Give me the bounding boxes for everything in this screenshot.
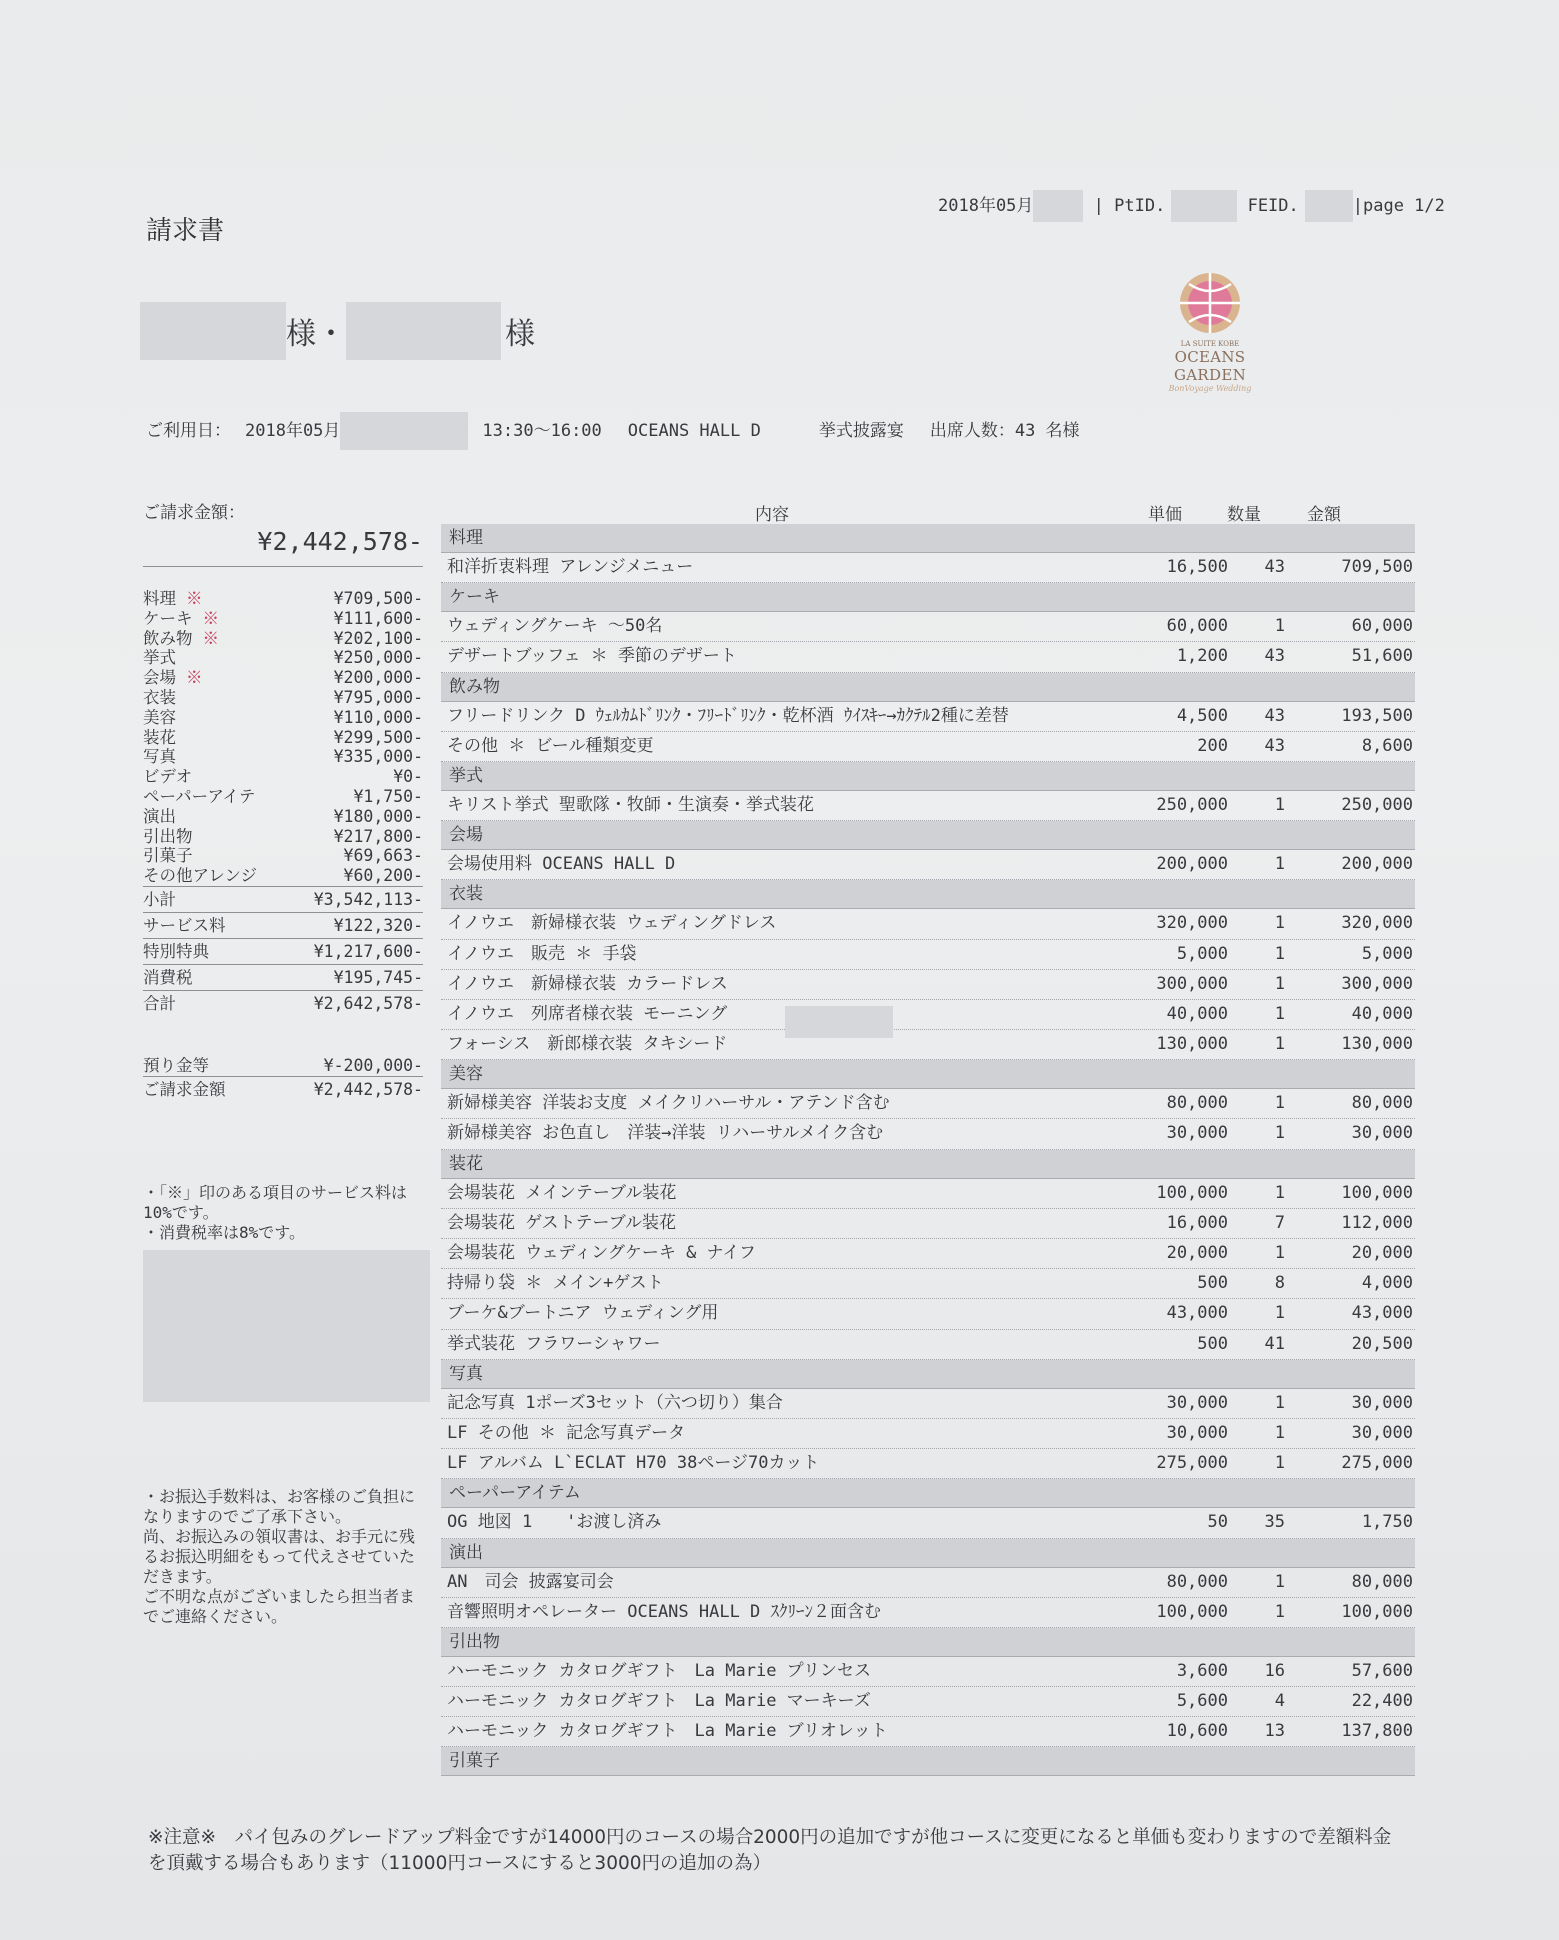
- table-body: [441, 524, 1415, 1776]
- table-row: [441, 732, 1415, 762]
- redacted-usage-day: [340, 412, 468, 450]
- total-label: 合計: [143, 993, 176, 1013]
- row-amount: 20,500: [1351, 1333, 1413, 1354]
- summary-row: [143, 629, 423, 649]
- summary-label: 美容: [143, 707, 176, 727]
- row-quantity: 43: [1264, 557, 1285, 577]
- row-unit-price: 16,000: [1166, 1212, 1228, 1233]
- row-unit-price: 275,000: [1156, 1453, 1228, 1474]
- row-quantity: 1: [1274, 973, 1285, 994]
- summary-value: ¥69,663-: [343, 846, 423, 866]
- row-unit-price: 130,000: [1156, 1034, 1228, 1055]
- row-description: 挙式装花 フラワーシャワー: [447, 1333, 661, 1354]
- row-description: LF アルバム L`ECLAT H70 38ページ70カット: [447, 1453, 820, 1474]
- summary-value: ¥111,600-: [333, 608, 423, 628]
- row-unit-price: 320,000: [1156, 913, 1228, 934]
- summary-value: ¥180,000-: [333, 806, 423, 826]
- table-row: [441, 1030, 1415, 1060]
- summary-row: [143, 827, 423, 847]
- row-amount: 8,600: [1361, 735, 1413, 756]
- row-description: デザートブッフェ ＊ 季節のデザート: [447, 646, 737, 667]
- row-amount: 80,000: [1351, 1571, 1413, 1592]
- summary-label: 衣装: [143, 687, 176, 707]
- summary-row: [143, 708, 423, 728]
- table-row: [441, 1330, 1415, 1360]
- row-amount: 112,000: [1341, 1212, 1413, 1233]
- deposit-value: ¥-200,000-: [323, 1055, 423, 1075]
- row-unit-price: 80,000: [1166, 1093, 1228, 1114]
- total-value: ¥1,217,600-: [313, 941, 423, 961]
- row-unit-price: 16,500: [1166, 557, 1228, 577]
- row-description: ハーモニック カタログギフト La Marie プリンセス: [447, 1660, 871, 1681]
- transfer-notes: ・お振込手数料は、お客様のご負担になりますのでご了承下さい。 尚、お振込みの領収書は、お手元に残るお振込明細をもって代えさせていただきます。 ご不明な点がございましたら担当者までご連絡ください。: [143, 1486, 416, 1626]
- summary-label: 写真: [143, 747, 176, 767]
- section-header: 引菓子: [441, 1747, 1415, 1776]
- row-unit-price: 30,000: [1166, 1392, 1228, 1413]
- row-quantity: 41: [1264, 1333, 1285, 1354]
- row-description: フォーシス 新郎様衣装 タキシード: [447, 1034, 728, 1055]
- section-header: 写真: [441, 1360, 1415, 1389]
- row-description: ウェディングケーキ 〜50名: [447, 616, 663, 637]
- summary-value: ¥709,500-: [333, 589, 423, 608]
- row-quantity: 1: [1274, 1093, 1285, 1114]
- row-unit-price: 200,000: [1156, 854, 1228, 875]
- service-mark: ※: [185, 589, 203, 608]
- total-row: [143, 938, 423, 964]
- summary-row: [143, 747, 423, 767]
- summary-label: 装花: [143, 727, 176, 747]
- section-header: 挙式: [441, 762, 1415, 791]
- table-row: [441, 1449, 1415, 1479]
- summary-label: その他アレンジ: [143, 866, 258, 886]
- row-unit-price: 500: [1197, 1333, 1228, 1354]
- redacted-block: [143, 1250, 430, 1402]
- row-description: イノウエ 販売 ＊ 手袋: [447, 943, 637, 964]
- row-quantity: 16: [1264, 1660, 1285, 1681]
- total-label: 特別特典: [143, 941, 209, 961]
- summary-label: 引出物: [143, 826, 193, 846]
- total-label: 小計: [143, 889, 176, 909]
- row-unit-price: 60,000: [1166, 616, 1228, 637]
- row-quantity: 1: [1274, 1453, 1285, 1474]
- summary-value: ¥217,800-: [333, 826, 423, 846]
- row-unit-price: 250,000: [1156, 794, 1228, 815]
- row-amount: 20,000: [1351, 1243, 1413, 1263]
- header-qty: 数量: [1227, 505, 1261, 525]
- redacted-row-detail: [785, 1006, 893, 1038]
- summary-value: ¥335,000-: [333, 747, 423, 767]
- table-row: [441, 1179, 1415, 1209]
- note-tax-rate: ・消費税率は8%です。: [143, 1222, 305, 1242]
- summary-value: ¥250,000-: [333, 648, 423, 668]
- row-amount: 60,000: [1351, 616, 1413, 637]
- summary-totals: [143, 886, 423, 1016]
- table-row: [441, 1299, 1415, 1329]
- section-header: 会場: [441, 821, 1415, 850]
- row-unit-price: 5,000: [1176, 943, 1228, 964]
- table-row: [441, 791, 1415, 821]
- row-unit-price: 40,000: [1166, 1003, 1228, 1024]
- summary-label: ケーキ: [143, 608, 193, 628]
- honorific-2: 様: [505, 317, 535, 352]
- billing-row: [143, 1076, 423, 1103]
- summary-row: [143, 787, 423, 807]
- redacted-name-1: [140, 302, 286, 360]
- row-description: 会場装花 ゲストテーブル装花: [447, 1212, 677, 1233]
- row-unit-price: 30,000: [1166, 1123, 1228, 1144]
- document-title: 請求書: [146, 216, 225, 246]
- table-row: [441, 1568, 1415, 1598]
- recipient-names: [140, 302, 535, 360]
- row-description: OG 地図 1 'お渡し済み: [447, 1512, 662, 1533]
- row-quantity: 1: [1274, 854, 1285, 875]
- row-unit-price: 50: [1207, 1512, 1228, 1533]
- service-notes: [143, 1183, 423, 1243]
- row-quantity: 43: [1264, 705, 1285, 726]
- header-content: 内容: [755, 505, 789, 525]
- row-quantity: 1: [1274, 1034, 1285, 1055]
- row-unit-price: 100,000: [1156, 1182, 1228, 1203]
- table-row: [441, 1119, 1415, 1149]
- row-quantity: 13: [1264, 1721, 1285, 1742]
- table-row: [441, 1598, 1415, 1628]
- usage-guests: 出席人数：43 名様: [929, 421, 1080, 441]
- row-description: 和洋折衷料理 アレンジメニュー: [447, 557, 694, 577]
- header-ptid-label: | PtID.: [1093, 196, 1166, 216]
- table-row: [441, 1508, 1415, 1538]
- row-description: 会場使用料 OCEANS HALL D: [447, 854, 676, 875]
- summary-label: 会場: [143, 668, 176, 688]
- row-amount: 57,600: [1351, 1660, 1413, 1681]
- row-description: 記念写真 1ポーズ3セット（六つ切り）集合: [447, 1392, 783, 1413]
- redacted-name-2: [346, 302, 501, 360]
- note-service-charge: ・「※」印のある項目のサービス料は10%です。: [143, 1182, 408, 1222]
- summary-row: [143, 668, 423, 688]
- summary-value: ¥202,100-: [333, 628, 423, 648]
- total-label: 消費税: [143, 967, 193, 987]
- summary-row: [143, 866, 423, 886]
- table-row: [441, 1089, 1415, 1119]
- row-amount: 4,000: [1361, 1273, 1413, 1294]
- row-amount: 30,000: [1351, 1422, 1413, 1443]
- row-unit-price: 1,200: [1176, 646, 1228, 667]
- table-row: [441, 1419, 1415, 1449]
- row-quantity: 1: [1274, 1392, 1285, 1413]
- row-quantity: 1: [1274, 1571, 1285, 1592]
- row-quantity: 43: [1264, 646, 1285, 667]
- summary-items: [143, 589, 423, 886]
- row-unit-price: 30,000: [1166, 1422, 1228, 1443]
- row-quantity: 1: [1274, 1182, 1285, 1203]
- usage-line: [146, 412, 1106, 450]
- summary-label: 料理: [143, 589, 176, 608]
- row-amount: 320,000: [1341, 913, 1413, 934]
- logo-brand: OCEANS GARDEN: [1173, 348, 1246, 384]
- logo-small-text: LA SUITE KOBE: [1180, 340, 1240, 348]
- header-amount: 金額: [1307, 505, 1341, 525]
- row-description: イノウエ 新婦様衣装 ウェディングドレス: [447, 913, 777, 934]
- row-unit-price: 10,600: [1166, 1721, 1228, 1742]
- row-description: 持帰り袋 ＊ メイン+ゲスト: [447, 1273, 664, 1294]
- total-value: ¥3,542,113-: [313, 889, 423, 909]
- summary-label: 挙式: [143, 648, 176, 668]
- row-amount: 300,000: [1341, 973, 1413, 994]
- billing-value: ¥2,442,578-: [313, 1079, 423, 1099]
- row-amount: 51,600: [1351, 646, 1413, 667]
- service-mark: ※: [202, 628, 219, 648]
- section-header: 装花: [441, 1150, 1415, 1179]
- row-description: その他 ＊ ビール種類変更: [447, 735, 654, 756]
- amount-label: ご請求金額：: [143, 503, 245, 523]
- summary-label: ペーパーアイテ: [143, 786, 256, 806]
- summary-value: ¥0-: [393, 767, 423, 787]
- summary-row: [143, 688, 423, 708]
- amount-total: ¥2,442,578-: [143, 527, 423, 567]
- summary-value: ¥110,000-: [333, 707, 423, 727]
- total-row: [143, 887, 423, 912]
- row-unit-price: 500: [1197, 1273, 1228, 1294]
- usage-hall: OCEANS HALL D: [627, 421, 761, 441]
- row-quantity: 1: [1274, 1601, 1285, 1622]
- row-amount: 100,000: [1341, 1182, 1413, 1203]
- section-header: 飲み物: [441, 673, 1415, 702]
- usage-label: ご利用日：: [146, 421, 231, 441]
- section-header: 料理: [441, 524, 1415, 553]
- table-row: [441, 553, 1415, 583]
- row-amount: 40,000: [1351, 1003, 1413, 1024]
- row-description: ハーモニック カタログギフト La Marie マーキーズ: [447, 1691, 871, 1712]
- row-quantity: 1: [1274, 943, 1285, 964]
- deposit-label: 預り金等: [143, 1055, 209, 1075]
- summary-row: [143, 609, 423, 629]
- summary-value: ¥60,200-: [343, 866, 423, 886]
- usage-type: 挙式披露宴: [818, 421, 904, 441]
- summary-row: [143, 846, 423, 866]
- summary-row: [143, 807, 423, 827]
- header-unit: 単価: [1148, 505, 1182, 525]
- row-amount: 30,000: [1351, 1392, 1413, 1413]
- billing-label: ご請求金額: [143, 1079, 226, 1099]
- service-mark: ※: [185, 668, 203, 688]
- summary-value: ¥795,000-: [333, 687, 423, 707]
- row-quantity: 1: [1274, 1123, 1285, 1144]
- footnote: ※注意※ パイ包みのグレードアップ料金ですが14000円のコースの場合2000円の追加ですが他コースに変更になると単価も変わりますので差額料金を頂戴する場合もあります（11000円コースにすると3000円の追加の為）: [148, 1827, 1392, 1874]
- deposit-row: [143, 1056, 423, 1076]
- table-row: [441, 1687, 1415, 1717]
- table-row: [441, 1657, 1415, 1687]
- row-unit-price: 200: [1197, 735, 1228, 756]
- row-description: AN 司会 披露宴司会: [447, 1571, 614, 1592]
- summary-row: [143, 767, 423, 787]
- row-unit-price: 43,000: [1166, 1303, 1228, 1324]
- row-description: 会場装花 メインテーブル装花: [447, 1182, 677, 1203]
- row-amount: 709,500: [1341, 557, 1413, 577]
- redacted-day: [1033, 190, 1083, 222]
- row-description: 新婦様美容 お色直し 洋装→洋装 リハーサルメイク含む: [447, 1123, 884, 1144]
- row-unit-price: 80,000: [1166, 1571, 1228, 1592]
- section-header: ケーキ: [441, 583, 1415, 612]
- redacted-feid: [1305, 190, 1353, 222]
- service-mark: ※: [202, 608, 219, 628]
- row-unit-price: 5,600: [1176, 1691, 1228, 1712]
- row-unit-price: 4,500: [1176, 705, 1228, 726]
- row-quantity: 1: [1274, 794, 1285, 815]
- table-row: [441, 970, 1415, 1000]
- table-row: [441, 1000, 1415, 1030]
- table-row: [441, 1389, 1415, 1419]
- row-quantity: 1: [1274, 1422, 1285, 1443]
- summary-label: 飲み物: [143, 628, 193, 648]
- row-amount: 130,000: [1341, 1034, 1413, 1055]
- total-label: サービス料: [143, 915, 226, 935]
- table-row: [441, 909, 1415, 939]
- globe-logo-icon: [1177, 270, 1243, 336]
- table-row: [441, 702, 1415, 732]
- row-description: ハーモニック カタログギフト La Marie ブリオレット: [447, 1721, 888, 1742]
- table-row: [441, 612, 1415, 642]
- row-unit-price: 300,000: [1156, 973, 1228, 994]
- header-feid-label: FEID.: [1247, 196, 1299, 216]
- table-row: [441, 850, 1415, 880]
- row-amount: 80,000: [1351, 1093, 1413, 1114]
- table-row: [441, 1717, 1415, 1747]
- row-amount: 137,800: [1341, 1721, 1413, 1742]
- row-amount: 200,000: [1341, 854, 1413, 875]
- total-row: [143, 990, 423, 1016]
- summary-row: [143, 648, 423, 668]
- redacted-ptid: [1171, 190, 1237, 222]
- row-quantity: 35: [1264, 1512, 1285, 1533]
- row-unit-price: 100,000: [1156, 1601, 1228, 1622]
- row-description: キリスト挙式 聖歌隊・牧師・生演奏・挙式装花: [447, 794, 814, 815]
- summary-value: ¥299,500-: [333, 727, 423, 747]
- header-date: 2018年05月: [938, 196, 1034, 216]
- summary-value: ¥1,750-: [353, 786, 423, 806]
- summary-column: [143, 498, 423, 1627]
- row-description: 会場装花 ウェディングケーキ & ナイフ: [447, 1243, 756, 1263]
- document-header-meta: [938, 190, 1445, 222]
- row-quantity: 1: [1274, 616, 1285, 637]
- row-description: ブーケ&ブートニア ウェディング用: [447, 1303, 719, 1324]
- row-unit-price: 3,600: [1176, 1660, 1228, 1681]
- table-row: [441, 1239, 1415, 1269]
- row-quantity: 1: [1274, 1003, 1285, 1024]
- summary-value: ¥200,000-: [333, 668, 423, 688]
- summary-label: ビデオ: [143, 767, 193, 787]
- row-quantity: 1: [1274, 913, 1285, 934]
- table-row: [441, 940, 1415, 970]
- usage-time: 13:30〜16:00: [482, 421, 602, 441]
- row-description: フリードリンク D ｳｪﾙｶﾑﾄﾞﾘﾝｸ・ﾌﾘｰﾄﾞﾘﾝｸ・乾杯酒 ｳｲｽｷｰ→ｶｸﾃﾙ2種に差替: [447, 705, 1009, 726]
- summary-row: [143, 589, 423, 609]
- row-quantity: 43: [1264, 735, 1285, 756]
- summary-label: 演出: [143, 806, 176, 826]
- row-quantity: 1: [1274, 1243, 1285, 1263]
- table-row: [441, 642, 1415, 672]
- honorific-1: 様・: [286, 317, 346, 352]
- row-amount: 30,000: [1351, 1123, 1413, 1144]
- section-header: 美容: [441, 1060, 1415, 1089]
- row-quantity: 1: [1274, 1303, 1285, 1324]
- table-row: [441, 1209, 1415, 1239]
- row-amount: 22,400: [1351, 1691, 1413, 1712]
- summary-row: [143, 728, 423, 748]
- row-description: イノウエ 列席者様衣装 モーニング: [447, 1003, 728, 1024]
- table-row: [441, 1269, 1415, 1299]
- total-value: ¥2,642,578-: [313, 993, 423, 1013]
- row-amount: 275,000: [1341, 1453, 1413, 1474]
- usage-date: 2018年05月: [245, 421, 341, 441]
- total-row: [143, 912, 423, 938]
- row-quantity: 7: [1274, 1212, 1285, 1233]
- row-description: 音響照明オペレーター OCEANS HALL D ｽｸﾘｰﾝ２面含む: [447, 1601, 882, 1622]
- row-unit-price: 20,000: [1166, 1243, 1228, 1263]
- summary-label: 引菓子: [143, 846, 193, 866]
- row-amount: 1,750: [1361, 1512, 1413, 1533]
- section-header: ペーパーアイテム: [441, 1479, 1415, 1508]
- section-header: 衣装: [441, 880, 1415, 909]
- section-header: 引出物: [441, 1628, 1415, 1657]
- row-amount: 43,000: [1351, 1303, 1413, 1324]
- row-description: 新婦様美容 洋装お支度 メイクリハーサル・アテンド含む: [447, 1093, 890, 1114]
- row-quantity: 8: [1274, 1273, 1285, 1294]
- row-amount: 193,500: [1341, 705, 1413, 726]
- invoice-table: [441, 496, 1415, 1776]
- row-description: イノウエ 新婦様衣装 カラードレス: [447, 973, 728, 994]
- header-page: |page 1/2: [1352, 196, 1445, 216]
- row-amount: 5,000: [1361, 943, 1413, 964]
- section-header: 演出: [441, 1539, 1415, 1568]
- total-value: ¥122,320-: [333, 915, 423, 935]
- logo-tagline: BonVoyage Wedding: [1168, 384, 1252, 393]
- row-amount: 250,000: [1341, 794, 1413, 815]
- table-header: [441, 496, 1415, 524]
- total-value: ¥195,745-: [333, 967, 423, 987]
- row-amount: 100,000: [1341, 1601, 1413, 1622]
- oceans-garden-logo: [1140, 270, 1280, 393]
- total-row: [143, 964, 423, 990]
- row-quantity: 4: [1274, 1691, 1285, 1712]
- row-description: LF その他 ＊ 記念写真データ: [447, 1422, 686, 1443]
